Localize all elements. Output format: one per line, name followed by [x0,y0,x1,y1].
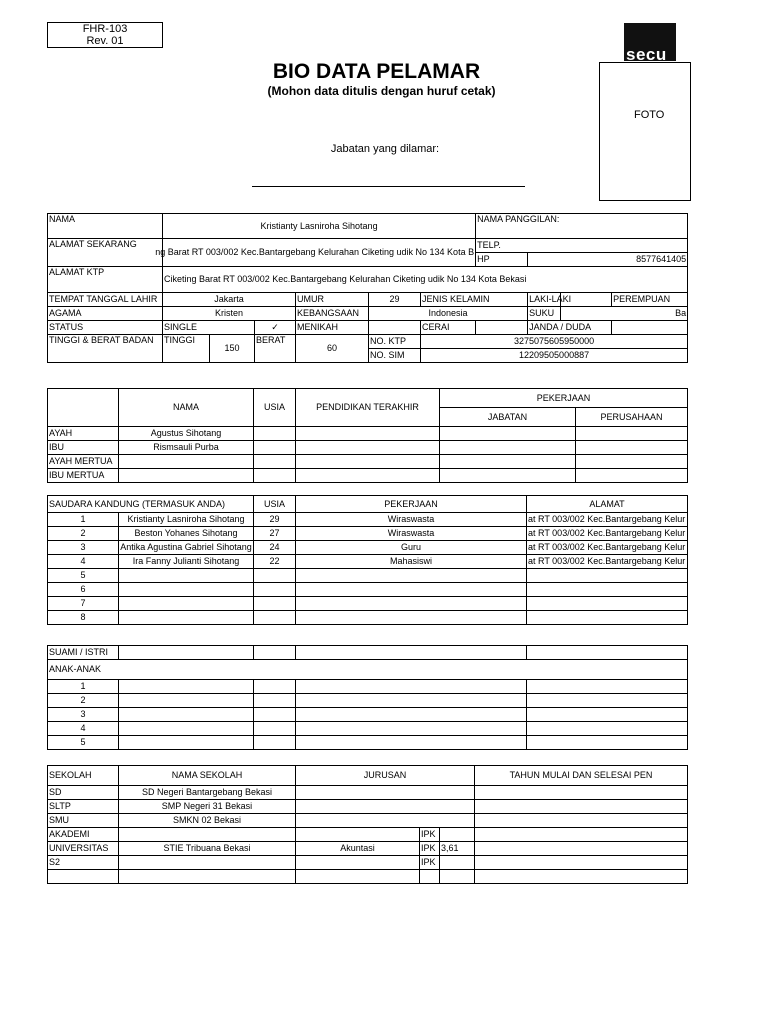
sibling-job[interactable] [296,597,527,611]
table-row [48,786,688,800]
child-age[interactable] [254,694,296,708]
table-row [48,800,688,814]
table-row [48,569,688,583]
education-table [47,765,688,884]
education-major[interactable] [296,786,475,800]
widow-option[interactable]: JANDA / DUDA [528,321,612,335]
child-address[interactable] [527,680,688,694]
phone-label: TELP. [476,239,688,253]
education-years[interactable] [475,828,688,842]
female-option[interactable]: PEREMPUAN [612,293,688,307]
child-name[interactable] [119,680,254,694]
table-row [48,527,688,541]
table-row [48,708,688,722]
family-row-education[interactable] [296,441,440,455]
education-level: AKADEMI [48,828,119,842]
education-school-name[interactable] [119,856,296,870]
education-level: SLTP [48,800,119,814]
sibling-job[interactable] [296,611,527,625]
education-school-header: SEKOLAH [48,766,119,786]
siblings-title-header: SAUDARA KANDUNG (TERMASUK ANDA) [48,496,254,513]
table-row [48,583,688,597]
page-title: BIO DATA PELAMAR [272,60,481,83]
child-job[interactable] [296,708,527,722]
nickname-label: NAMA PANGGILAN: [476,214,688,239]
ipk-label [420,870,440,884]
child-no: 5 [48,736,119,750]
table-row [48,427,688,441]
company-logo [624,23,676,64]
spouse-children-table [47,645,688,750]
current-address-value: ng Barat RT 003/002 Kec.Bantargebang Kelurahan Ciketing udik No 134 Kota B [155,247,475,257]
family-row-age[interactable] [254,469,296,483]
education-major[interactable] [296,856,420,870]
family-row-label: AYAH MERTUA [48,455,119,469]
family-job-header: PEKERJAAN [440,389,688,408]
sibling-name[interactable] [119,611,254,625]
table-row [48,541,688,555]
widow-checkbox[interactable] [612,321,688,335]
sibling-name[interactable]: Kristianty Lasniroha Sihotang [119,513,254,527]
divorced-option[interactable]: CERAI [421,321,476,335]
table-row [48,611,688,625]
table-row [48,694,688,708]
family-row-position[interactable] [440,427,576,441]
sibling-no: 8 [48,611,119,625]
child-name[interactable] [119,694,254,708]
education-school-name[interactable]: SMKN 02 Bekasi [119,814,296,828]
photo-label: FOTO [634,109,665,121]
religion-label: AGAMA [48,307,163,321]
age-label: UMUR [296,293,369,307]
education-years[interactable] [475,870,688,884]
education-name-header: NAMA SEKOLAH [119,766,296,786]
education-school-name[interactable] [119,828,296,842]
ipk-value[interactable] [440,828,475,842]
family-row-company[interactable] [576,441,688,455]
logo-text: secu [626,45,667,64]
sibling-name[interactable] [119,583,254,597]
education-major[interactable] [296,800,475,814]
family-row-education[interactable] [296,469,440,483]
education-major[interactable] [296,828,420,842]
family-row-name[interactable]: Agustus Sihotang [119,427,254,441]
sim-no-field[interactable]: 12209505000887 [421,349,688,363]
sibling-address[interactable] [527,569,688,583]
age-field[interactable]: 29 [369,293,421,307]
sibling-job[interactable]: Mahasiswi [296,555,527,569]
sibling-age[interactable]: 22 [254,555,296,569]
children-label: ANAK-ANAK [48,660,688,680]
siblings-job-header: PEKERJAAN [296,496,527,513]
name-field[interactable]: Kristianty Lasniroha Sihotang [163,214,476,239]
sibling-no: 2 [48,527,119,541]
family-row-age[interactable] [254,427,296,441]
family-row-age[interactable] [254,441,296,455]
family-row-name[interactable] [119,455,254,469]
sibling-age[interactable] [254,597,296,611]
table-row [48,736,688,750]
child-no: 4 [48,722,119,736]
weight-field[interactable]: 60 [296,335,369,363]
education-years[interactable] [475,786,688,800]
form-code: FHR-103 [82,23,128,35]
position-label: Jabatan yang dilamar: [330,143,440,155]
nationality-label: KEBANGSAAN [296,307,369,321]
current-address-field[interactable] [155,239,476,267]
sibling-name[interactable]: Beston Yohanes Sihotang [119,527,254,541]
family-name-header: NAMA [119,389,254,427]
family-row-education[interactable] [296,455,440,469]
sibling-no: 5 [48,569,119,583]
siblings-address-header: ALAMAT [527,496,688,513]
ipk-label: IPK [420,828,440,842]
sibling-job[interactable]: Guru [296,541,527,555]
spouse-job[interactable] [296,646,527,660]
family-row-label: IBU MERTUA [48,469,119,483]
education-years[interactable] [475,856,688,870]
single-check-mark[interactable]: ✓ [255,321,296,335]
sibling-address[interactable]: at RT 003/002 Kec.Bantargebang Kelur [527,541,688,555]
table-row [48,828,688,842]
form-code-box [47,22,163,48]
sibling-age[interactable]: 27 [254,527,296,541]
table-row [48,513,688,527]
child-job[interactable] [296,680,527,694]
single-option[interactable]: SINGLE [163,321,255,335]
family-age-header: USIA [254,389,296,427]
family-company-header: PERUSAHAAN [576,408,688,427]
child-age[interactable] [254,680,296,694]
education-years[interactable] [475,814,688,828]
family-row-position[interactable] [440,455,576,469]
sibling-no: 7 [48,597,119,611]
height-field[interactable]: 150 [210,335,255,363]
family-row-age[interactable] [254,455,296,469]
table-row [48,870,688,884]
sibling-age[interactable]: 24 [254,541,296,555]
spouse-label: SUAMI / ISTRI [48,646,119,660]
table-row [48,814,688,828]
child-age[interactable] [254,736,296,750]
weight-label: BERAT [255,335,296,363]
sibling-name[interactable] [119,569,254,583]
sibling-job[interactable] [296,569,527,583]
ipk-label: IPK [420,842,440,856]
gender-label: JENIS KELAMIN [421,293,528,307]
name-label: NAMA [48,214,163,239]
education-major-header: JURUSAN [296,766,475,786]
sibling-no: 1 [48,513,119,527]
table-row [48,722,688,736]
page-subtitle: (Mohon data ditulis dengan huruf cetak) [267,84,496,98]
family-row-label: AYAH [48,427,119,441]
table-row [48,469,688,483]
table-row [48,555,688,569]
spouse-age[interactable] [254,646,296,660]
current-address-label: ALAMAT SEKARANG [48,239,163,267]
family-position-header: JABATAN [440,408,576,427]
ethnicity-field[interactable]: Ba [561,307,688,321]
ktp-no-field[interactable]: 3275075605950000 [421,335,688,349]
child-job[interactable] [296,722,527,736]
table-row [48,455,688,469]
position-input-line[interactable] [252,186,525,187]
education-major[interactable]: Akuntasi [296,842,420,856]
education-level [48,870,119,884]
family-row-company[interactable] [576,427,688,441]
family-row-name[interactable] [119,469,254,483]
sibling-job[interactable] [296,583,527,597]
table-row [48,856,688,870]
sibling-age[interactable]: 29 [254,513,296,527]
sibling-address[interactable]: at RT 003/002 Kec.Bantargebang Kelur [527,555,688,569]
education-level: UNIVERSITAS [48,842,119,856]
divorced-checkbox[interactable] [476,321,528,335]
child-no: 3 [48,708,119,722]
table-row [48,597,688,611]
sibling-address[interactable] [527,597,688,611]
child-age[interactable] [254,722,296,736]
sibling-job[interactable]: Wiraswasta [296,513,527,527]
religion-field[interactable]: Kristen [163,307,296,321]
child-job[interactable] [296,694,527,708]
sim-no-label: NO. SIM [369,349,421,363]
family-row-name[interactable]: Rismsauli Purba [119,441,254,455]
education-level: SMU [48,814,119,828]
child-no: 1 [48,680,119,694]
married-checkbox[interactable] [369,321,421,335]
child-job[interactable] [296,736,527,750]
ktp-no-label: NO. KTP [369,335,421,349]
sibling-age[interactable] [254,569,296,583]
education-years[interactable] [475,842,688,856]
education-school-name[interactable] [119,870,296,884]
birth-place-field[interactable]: Jakarta [163,293,296,307]
sibling-address[interactable] [527,611,688,625]
male-option[interactable]: LAKI-LAKI [528,293,561,307]
education-major[interactable] [296,870,420,884]
child-name[interactable] [119,722,254,736]
child-no: 2 [48,694,119,708]
sibling-age[interactable] [254,611,296,625]
sibling-no: 3 [48,541,119,555]
child-age[interactable] [254,708,296,722]
education-years-header: TAHUN MULAI DAN SELESAI PEN [475,766,688,786]
education-level: SD [48,786,119,800]
height-label: TINGGI [163,335,210,363]
status-label: STATUS [48,321,163,335]
family-row-company[interactable] [576,469,688,483]
height-weight-label: TINGGI & BERAT BADAN [48,335,163,363]
siblings-age-header: USIA [254,496,296,513]
ipk-value[interactable] [440,870,475,884]
child-name[interactable] [119,708,254,722]
education-years[interactable] [475,800,688,814]
personal-data-table [47,213,688,363]
spouse-address[interactable] [527,646,688,660]
sibling-no: 6 [48,583,119,597]
family-row-position[interactable] [440,469,576,483]
ethnicity-label: SUKU [528,307,561,321]
family-row-education[interactable] [296,427,440,441]
child-name[interactable] [119,736,254,750]
sibling-name[interactable] [119,597,254,611]
sibling-age[interactable] [254,583,296,597]
ipk-value[interactable] [440,856,475,870]
family-row-company[interactable] [576,455,688,469]
spouse-name[interactable] [119,646,254,660]
sibling-no: 4 [48,555,119,569]
education-school-name[interactable]: SMP Negeri 31 Bekasi [119,800,296,814]
sibling-job[interactable]: Wiraswasta [296,527,527,541]
ipk-label: IPK [420,856,440,870]
hp-label: HP [476,253,528,267]
form-revision: Rev. 01 [86,35,124,47]
ktp-address-field[interactable]: Ciketing Barat RT 003/002 Kec.Bantargebang Kelurahan Ciketing udik No 134 Kota Bekasi [163,267,688,293]
child-address[interactable] [527,722,688,736]
education-school-name[interactable]: STIE Tribuana Bekasi [119,842,296,856]
photo-box [599,62,691,201]
sibling-address[interactable] [527,583,688,597]
table-row [48,842,688,856]
table-row [48,441,688,455]
sibling-address[interactable]: at RT 003/002 Kec.Bantargebang Kelur [527,513,688,527]
table-row [48,680,688,694]
child-address[interactable] [527,694,688,708]
ktp-address-label: ALAMAT KTP [48,267,163,293]
sibling-address[interactable]: at RT 003/002 Kec.Bantargebang Kelur [527,527,688,541]
family-header-blank [48,389,119,427]
family-table [47,388,688,483]
family-row-position[interactable] [440,441,576,455]
birth-label: TEMPAT TANGGAL LAHIR [48,293,163,307]
sibling-name[interactable]: Antika Agustina Gabriel Sihotang [119,541,254,555]
education-major[interactable] [296,814,475,828]
siblings-table [47,495,688,625]
education-level: S2 [48,856,119,870]
ipk-value[interactable]: 3,61 [440,842,475,856]
sibling-name[interactable]: Ira Fanny Julianti Sihotang [119,555,254,569]
family-education-header: PENDIDIKAN TERAKHIR [296,389,440,427]
family-row-label: IBU [48,441,119,455]
nationality-field[interactable]: Indonesia [369,307,528,321]
child-address[interactable] [527,708,688,722]
child-address[interactable] [527,736,688,750]
married-option[interactable]: MENIKAH [296,321,369,335]
education-school-name[interactable]: SD Negeri Bantargebang Bekasi [119,786,296,800]
hp-field[interactable]: 8577641405 [528,253,688,267]
